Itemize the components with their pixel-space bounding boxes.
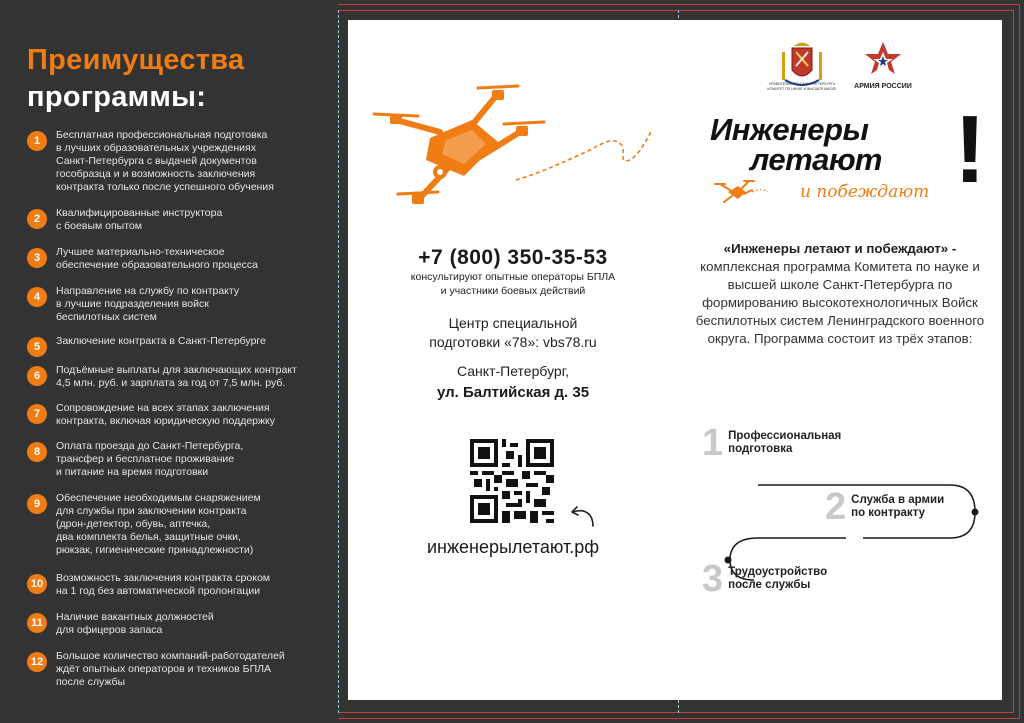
army-caption: АРМИЯ РОССИИ bbox=[854, 83, 912, 90]
benefit-item bbox=[27, 364, 332, 390]
stage-text: Профессиональная подготовка bbox=[728, 430, 842, 455]
training-center: Центр специальной подготовки «78»: vbs78.ru bbox=[429, 315, 597, 350]
program-description-text: комплексная программа Комитета по науке и высшей школе Санкт-Петербурга по формированию высокотехнологичных Войск беспилотных систем Ленинградского военного округа. Программа состоит из трёх этапов: bbox=[695, 259, 985, 346]
benefit-number: 12 bbox=[27, 652, 47, 672]
benefit-item bbox=[27, 335, 332, 357]
benefit-item bbox=[27, 285, 332, 324]
hotline-phone[interactable]: +7 (800) 350-35-53 bbox=[418, 246, 608, 269]
benefit-number: 3 bbox=[27, 248, 47, 268]
benefit-item bbox=[27, 650, 332, 689]
benefit-text: Заключение контракта в Санкт-Петербурге bbox=[56, 335, 266, 347]
stage-item bbox=[702, 424, 841, 462]
hotline-caption: консультируют опытные операторы БПЛА и участники боевых действий bbox=[410, 271, 616, 297]
stage-item bbox=[702, 560, 827, 598]
stage-item bbox=[825, 488, 944, 526]
benefit-text: Направление на службу по контракту в лучшие подразделения войск беспилотных систем bbox=[56, 285, 240, 323]
benefit-text: Подъёмные выплаты для заключающих контракт 4,5 млн. руб. и зарплата за год от 7,5 млн. руб. bbox=[56, 364, 297, 389]
benefit-item bbox=[27, 129, 332, 194]
benefit-number: 9 bbox=[27, 494, 47, 514]
curved-arrow-icon bbox=[567, 504, 597, 530]
mini-drone-icon bbox=[714, 178, 770, 204]
contacts-panel bbox=[348, 20, 678, 700]
program-panel bbox=[678, 20, 1002, 700]
benefit-item bbox=[27, 611, 332, 637]
brand-exclamation: ! bbox=[954, 96, 986, 203]
benefit-text: Наличие вакантных должностей для офицеров запаса bbox=[56, 611, 214, 636]
benefit-number: 2 bbox=[27, 209, 47, 229]
benefit-number: 1 bbox=[27, 131, 47, 151]
flight-path bbox=[516, 132, 651, 180]
stage-text: Трудоустройство после службы bbox=[728, 566, 828, 591]
benefit-item bbox=[27, 572, 332, 598]
stage-text: Служба в армии по контракту bbox=[851, 494, 945, 519]
spb-committee-caption: ПРАВИТЕЛЬСТВО САНКТ-ПЕТЕРБУРГА КОМИТЕТ ПО НАУКЕ И ВЫСШЕЙ ШКОЛЕ bbox=[767, 82, 837, 91]
benefit-number: 6 bbox=[27, 366, 47, 386]
brand-title-line2: летают bbox=[750, 142, 882, 177]
stage-number: 2 bbox=[825, 486, 847, 528]
drone-illustration bbox=[368, 80, 663, 230]
benefit-number: 11 bbox=[27, 613, 47, 633]
benefits-title-line1: Преимущества bbox=[27, 44, 245, 76]
benefit-text: Возможность заключения контракта сроком на 1 год без автоматической пролонгации bbox=[56, 572, 270, 597]
benefit-text: Сопровождение на всех этапах заключения контракта, включая юридическую поддержку bbox=[56, 402, 275, 427]
benefit-text: Большое количество компаний-работодателей ждёт опытных операторов и техников БПЛА после службы bbox=[56, 650, 285, 688]
program-description bbox=[692, 240, 988, 348]
benefit-item bbox=[27, 207, 332, 233]
army-star-icon bbox=[864, 40, 902, 82]
benefit-text: Квалифицированные инструктора с боевым опытом bbox=[56, 207, 223, 232]
benefits-panel bbox=[0, 0, 338, 723]
program-name: «Инженеры летают и побеждают» - bbox=[723, 241, 957, 256]
stage-number: 3 bbox=[702, 558, 724, 600]
benefit-text: Бесплатная профессиональная подготовка в лучших образовательных учреждениях Санкт-Петербурга с выдачей документов гособразца и и возможность заключения контракта только после успешного обучения bbox=[56, 129, 274, 193]
benefit-item bbox=[27, 492, 332, 557]
benefit-text: Оплата проезда до Санкт-Петербурга, трансфер и бесплатное проживание и питание на время подготовки bbox=[56, 440, 244, 478]
benefit-item bbox=[27, 440, 332, 479]
address-city: Санкт-Петербург, bbox=[457, 363, 569, 379]
benefit-item bbox=[27, 246, 332, 272]
benefit-number: 4 bbox=[27, 287, 47, 307]
brand-title-line1: Инженеры bbox=[710, 112, 869, 147]
benefit-text: Лучшее материально-техническое обеспечение образовательного процесса bbox=[56, 246, 258, 271]
stage-number: 1 bbox=[702, 422, 724, 464]
benefits-title-line2: программы: bbox=[27, 81, 207, 113]
brand-title-script: и побеждают bbox=[800, 182, 930, 202]
benefit-text: Обеспечение необходимым снаряжением для службы при заключении контракта (дрон-детектор, обувь, аптечка, два комплекта белья, защитные очки, рюкзак, гигиенические принадлежности) bbox=[56, 492, 261, 556]
benefit-number: 7 bbox=[27, 404, 47, 424]
fold-guide-left bbox=[338, 10, 339, 713]
website-link[interactable]: инженерылетают.рф bbox=[426, 537, 600, 557]
benefit-number: 10 bbox=[27, 574, 47, 594]
address-street: ул. Балтийская д. 35 bbox=[436, 384, 590, 401]
benefit-number: 5 bbox=[27, 337, 47, 357]
qr-code[interactable] bbox=[470, 439, 554, 523]
benefit-item bbox=[27, 402, 332, 428]
benefit-number: 8 bbox=[27, 442, 47, 462]
